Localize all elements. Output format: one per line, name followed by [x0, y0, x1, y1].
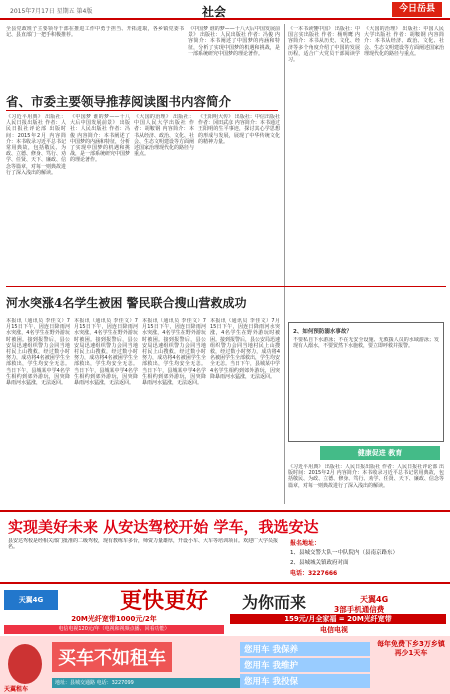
tip-title: 2、如何预防溺水事故？ — [293, 329, 352, 335]
headline-reading: 省、市委主要领导推荐阅读图书内容简介 — [6, 94, 232, 109]
phone: 电话：3227666 — [290, 570, 338, 577]
rental-footer: 地址：县城交通路 电话：3227099 — [52, 678, 242, 688]
article-col-4: 《王阳明大传》 出版社：中信出版社 作者：冈田武彦 内容简介：本书通过王阳明的生平事迹，探讨其心学思想的形成与发展，展现了中华传统文化的精神力量。 — [198, 114, 280, 145]
slogan-1: 更快更好 — [120, 588, 209, 614]
article-col-5: 《一本书读懂中国》 出版社：中国言实出版社 作者：杨明鹰 内容简介：本书从历史、文化、经济等多个角度介绍了中国的发展历程，适合广大党员干部阅读学习。 — [288, 26, 360, 64]
page-header — [0, 0, 450, 20]
article-col-3: 《大国的治理》 出版社：中国人民大学出版社 作者：胡鞍钢 内容简介：本书从经济、政治、文化、社会、生态文明建设等方面阐述国家治理现代化的路径与重点。 — [134, 114, 194, 158]
broadband-bar: 20M光纤宽带1000元/2年 — [71, 615, 157, 623]
rescue-col-3: 本报讯（通讯员 李佳文）7月15日下午，因连日降雨河水突涨，4名学生在野外游玩时被困。接到报警后，县公安局迅速组织警力会同当地村民上山搜救，经过数小时努力，成功将4名被困学生全部救出，学生均安全无恙。当日下午，县城某中学4名学生相约到郊外游玩，因突降暴雨河水猛涨，无法返回。 — [142, 318, 206, 387]
headline-rescue: 河水突涨4名学生被困 警民联合搜山营救成功 — [6, 296, 247, 310]
service-1: 您用车 我保养 — [240, 642, 370, 656]
intro-text: 全县党政班子主要领导干部在推进工作中勇于担当、开拓进取，各乡镇党委书记、县直部门一把手积极推荐。 — [6, 26, 184, 39]
issue-meta: 2015年7月17日 星期五 第4版 — [10, 8, 93, 15]
rescue-col-1: 本报讯（通讯员 李佳文）7月15日下午，因连日降雨河水突涨，4名学生在野外游玩时被困。接到报警后，县公安局迅速组织警力会同当地村民上山搜救，经过数小时努力，成功将4名被困学生全部救出，学生均安全无恙。当日下午，县城某中学4名学生相约到郊外游玩，因突降暴雨河水猛涨，无法返回。 — [6, 318, 70, 387]
hotline-label: 报名地址： — [290, 540, 321, 547]
tv-bar: 电信电视120元/年（电视和视频点播、回看功能） — [4, 625, 224, 634]
brand-4g: 天翼4G — [360, 595, 389, 604]
rescue-col-4: 本报讯（通讯员 李佳文）7月15日下午，因连日降雨河水突涨，4名学生在野外游玩时被困。接到报警后，县公安局迅速组织警力会同当地村民上山搜救，经过数小时努力，成功将4名被困学生全部救出，学生均安全无恙。当日下午，县城某中学4名学生相约到郊外游玩，因突降暴雨河水猛涨，无法返回。 — [210, 318, 280, 380]
rental-slogan: 买车不如租车 — [52, 642, 172, 672]
article-col-6: 《大国的治理》 出版社：中国人民大学出版社 作者：胡鞍钢 内容简介：本书从经济、政治、文化、社会、生态文明建设等方面阐述国家治理现代化的路径与重点。 — [364, 26, 444, 57]
tv-tail: 电信电视 — [320, 626, 348, 634]
telecom-ad — [0, 586, 450, 636]
slogan-2: 为你而来 — [242, 593, 307, 612]
driving-school-title: 实现美好未来 从安达驾校开始 学车，我选安达 — [8, 518, 319, 536]
health-badge: 健康促进 教育 — [320, 446, 440, 460]
car-rental-ad — [0, 636, 450, 694]
article-col-2: 《中国梦 谁的梦——十八大后中国发展前景》 出版社：人民出版社 作者：冯俊 内容简介：本书阐述了中国梦的内涵和特征，分析了实现中国梦的机遇和挑战，是一部系统研究中国梦的理论著作。 — [70, 114, 130, 164]
service-2: 您用车 我维护 — [240, 658, 370, 672]
rental-promo: 每年免费下乡3万乡镇再少1天车 — [377, 640, 445, 657]
driving-school-body: 县安达驾校是经相关部门批准的二级驾校，现有教练车多台，师资力量雄厚，开设小车、大车等培训项目。欢迎广大学员报名。 — [8, 538, 278, 551]
address-2: 2、县城城关镇政府对面 — [290, 560, 349, 566]
sidebar-tip — [288, 322, 444, 442]
sidebar-extra: 《习近平用典》 出版社：人民日报出版社 作者：人民日报社评论部 出版时间：2015年2月 内容简介：本书收录习近平总书记常用典故，包括敬民、为政、立德、修身、笃行、劝学、任贤、天下、廉政、信念等篇章，对每一则典故进行了深入浅出的解读。 — [288, 464, 444, 489]
service-3: 您用车 我投保 — [240, 674, 370, 688]
intro-text-2: 《中国梦 谁的梦——十八大后中国发展前景》 出版社：人民出版社 作者：冯俊 内容简介：本书阐述了中国梦的内涵和特征，分析了实现中国梦的机遇和挑战，是一部系统研究中国梦的理论著作。 — [188, 26, 280, 57]
brand-logo-left: 天翼4G — [4, 590, 58, 610]
article-col-1: 《习近平用典》 出版社：人民日报出版社 作者：人民日报社评论部 出版时间：2015年2月 内容简介：本书收录习近平总书记常用典故，包括敬民、为政、立德、修身、笃行、劝学、任贤、天下、廉政、信念等篇章，对每一则典故进行了深入浅出的解读。 — [6, 114, 66, 176]
service-list — [240, 642, 370, 686]
section-title: 社会 — [202, 5, 227, 19]
address-1: 1、县城交警大队一中队院内（县南京路东） — [290, 550, 399, 556]
rescue-col-2: 本报讯（通讯员 李佳文）7月15日下午，因连日降雨河水突涨，4名学生在野外游玩时被困。接到报警后，县公安局迅速组织警力会同当地村民上山搜救，经过数小时努力，成功将4名被困学生全部救出，学生均安全无恙。当日下午，县城某中学4名学生相约到郊外游玩，因突降暴雨河水猛涨，无法返回。 — [74, 318, 138, 387]
tip-body: 不要私自下水游泳；不在无安全设施、无救援人员的水域游泳；发现有人溺水，不要贸然下水施救，要立即呼救并报警。 — [293, 337, 439, 350]
family-price: 159元/月全家福 = 20M光纤宽带 — [230, 614, 446, 624]
rental-brand: 天翼租车 — [4, 686, 29, 693]
offer-text: 3部手机通信费 — [334, 605, 385, 614]
paper-logo: 今日岳县 — [392, 2, 442, 17]
driving-school-ad — [0, 510, 450, 584]
rental-logo-icon — [8, 644, 42, 684]
